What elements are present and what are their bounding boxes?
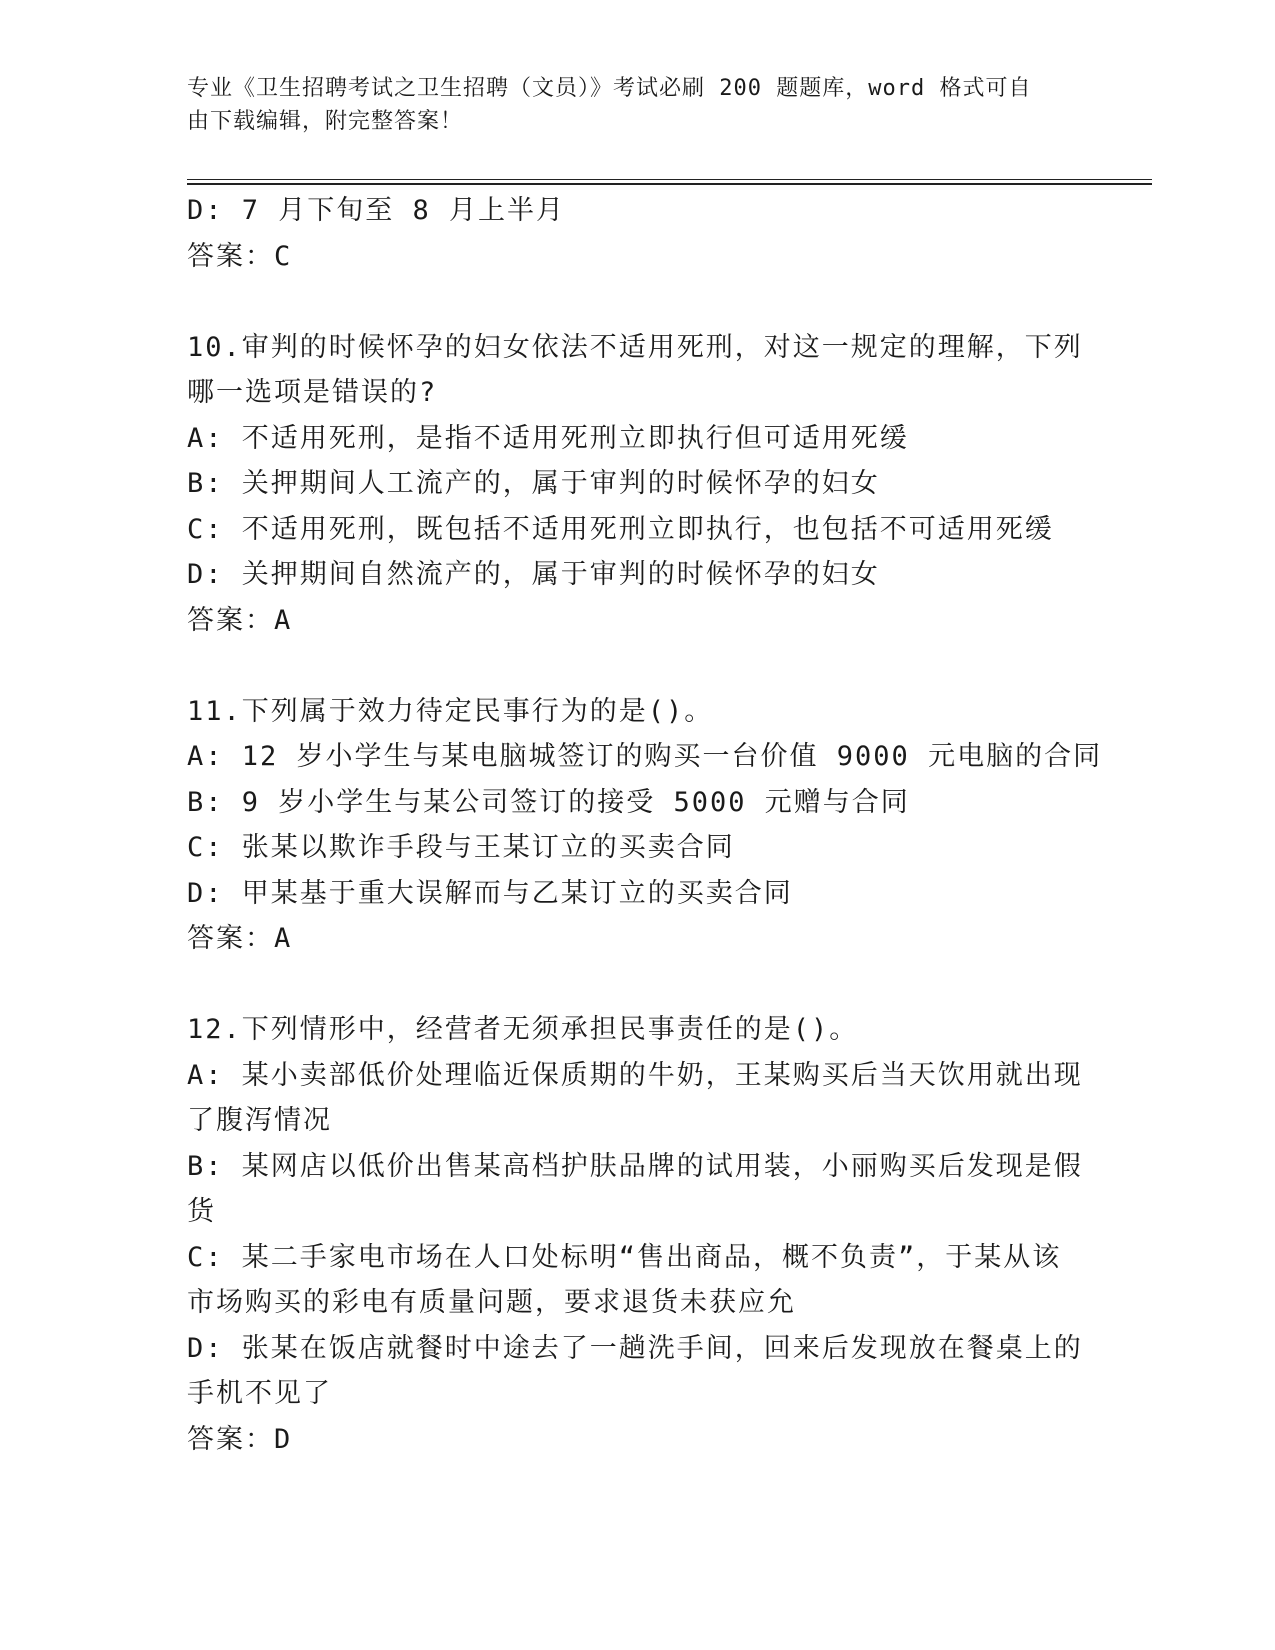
question-9-tail xyxy=(187,188,1087,279)
option-d: D: 7 月下旬至 8 月上半月 xyxy=(187,195,566,226)
option-a: A: 不适用死刑，是指不适用死刑立即执行但可适用死缓 xyxy=(187,422,909,454)
answer-line: 答案：A xyxy=(187,604,293,636)
option-d: D: 关押期间自然流产的，属于审判的时候怀孕的妇女 xyxy=(187,559,880,590)
option-d: D: 张某在饭店就餐时中途去了一趟洗手间，回来后发现放在餐桌上的 xyxy=(187,1332,1083,1364)
option-a-continued: 了腹泻情况 xyxy=(187,1105,332,1136)
option-b: B: 某网店以低价出售某高档护肤品牌的试用装，小丽购买后发现是假 xyxy=(187,1150,1083,1182)
option-c: C: 不适用死刑，既包括不适用死刑立即执行，也包括不可适用死缓 xyxy=(187,513,1054,545)
header-line-1: 专业《卫生招聘考试之卫生招聘（文员）》考试必刷 200 题题库，word 格式可自 xyxy=(187,76,1032,101)
spacer xyxy=(187,279,1087,325)
question-stem: 10.审判的时候怀孕的妇女依法不适用死刑，对这一规定的理解，下列 xyxy=(187,331,1083,363)
header-line-2: 由下载编辑，附完整答案！ xyxy=(187,109,464,134)
option-a: A: 12 岁小学生与某电脑城签订的购买一台价值 9000 元电脑的合同 xyxy=(187,741,1103,772)
question-list xyxy=(187,188,1103,1462)
question-12 xyxy=(187,1007,1087,1462)
spacer xyxy=(187,962,1087,1008)
question-11 xyxy=(187,689,1103,962)
option-c: C: 张某以欺诈手段与王某订立的买卖合同 xyxy=(187,832,735,863)
answer-line: 答案：A xyxy=(187,923,293,954)
option-a: A: 某小卖部低价处理临近保质期的牛奶，王某购买后当天饮用就出现 xyxy=(187,1059,1083,1091)
option-c: C: 某二手家电市场在人口处标明“售出商品，概不负责”，于某从该 xyxy=(187,1241,1062,1273)
option-b: B: 关押期间人工流产的，属于审判的时候怀孕的妇女 xyxy=(187,468,880,499)
question-10 xyxy=(187,325,1087,644)
question-stem: 12.下列情形中，经营者无须承担民事责任的是()。 xyxy=(187,1014,859,1045)
option-b: B: 9 岁小学生与某公司签订的接受 5000 元赠与合同 xyxy=(187,786,910,818)
question-stem: 11.下列属于效力待定民事行为的是()。 xyxy=(187,695,714,727)
document-header xyxy=(187,72,1067,138)
question-stem-continued: 哪一选项是错误的? xyxy=(187,377,438,408)
header-divider-thick xyxy=(187,183,1152,185)
answer-line: 答案：D xyxy=(187,1423,293,1455)
option-d-continued: 手机不见了 xyxy=(187,1378,332,1409)
option-d: D: 甲某基于重大误解而与乙某订立的买卖合同 xyxy=(187,877,793,909)
option-c-continued: 市场购买的彩电有质量问题，要求退货未获应允 xyxy=(187,1287,796,1318)
header-divider-thin xyxy=(187,179,1152,180)
answer-line: 答案：C xyxy=(187,240,293,272)
spacer xyxy=(187,643,1087,689)
option-b-continued: 货 xyxy=(187,1196,216,1227)
